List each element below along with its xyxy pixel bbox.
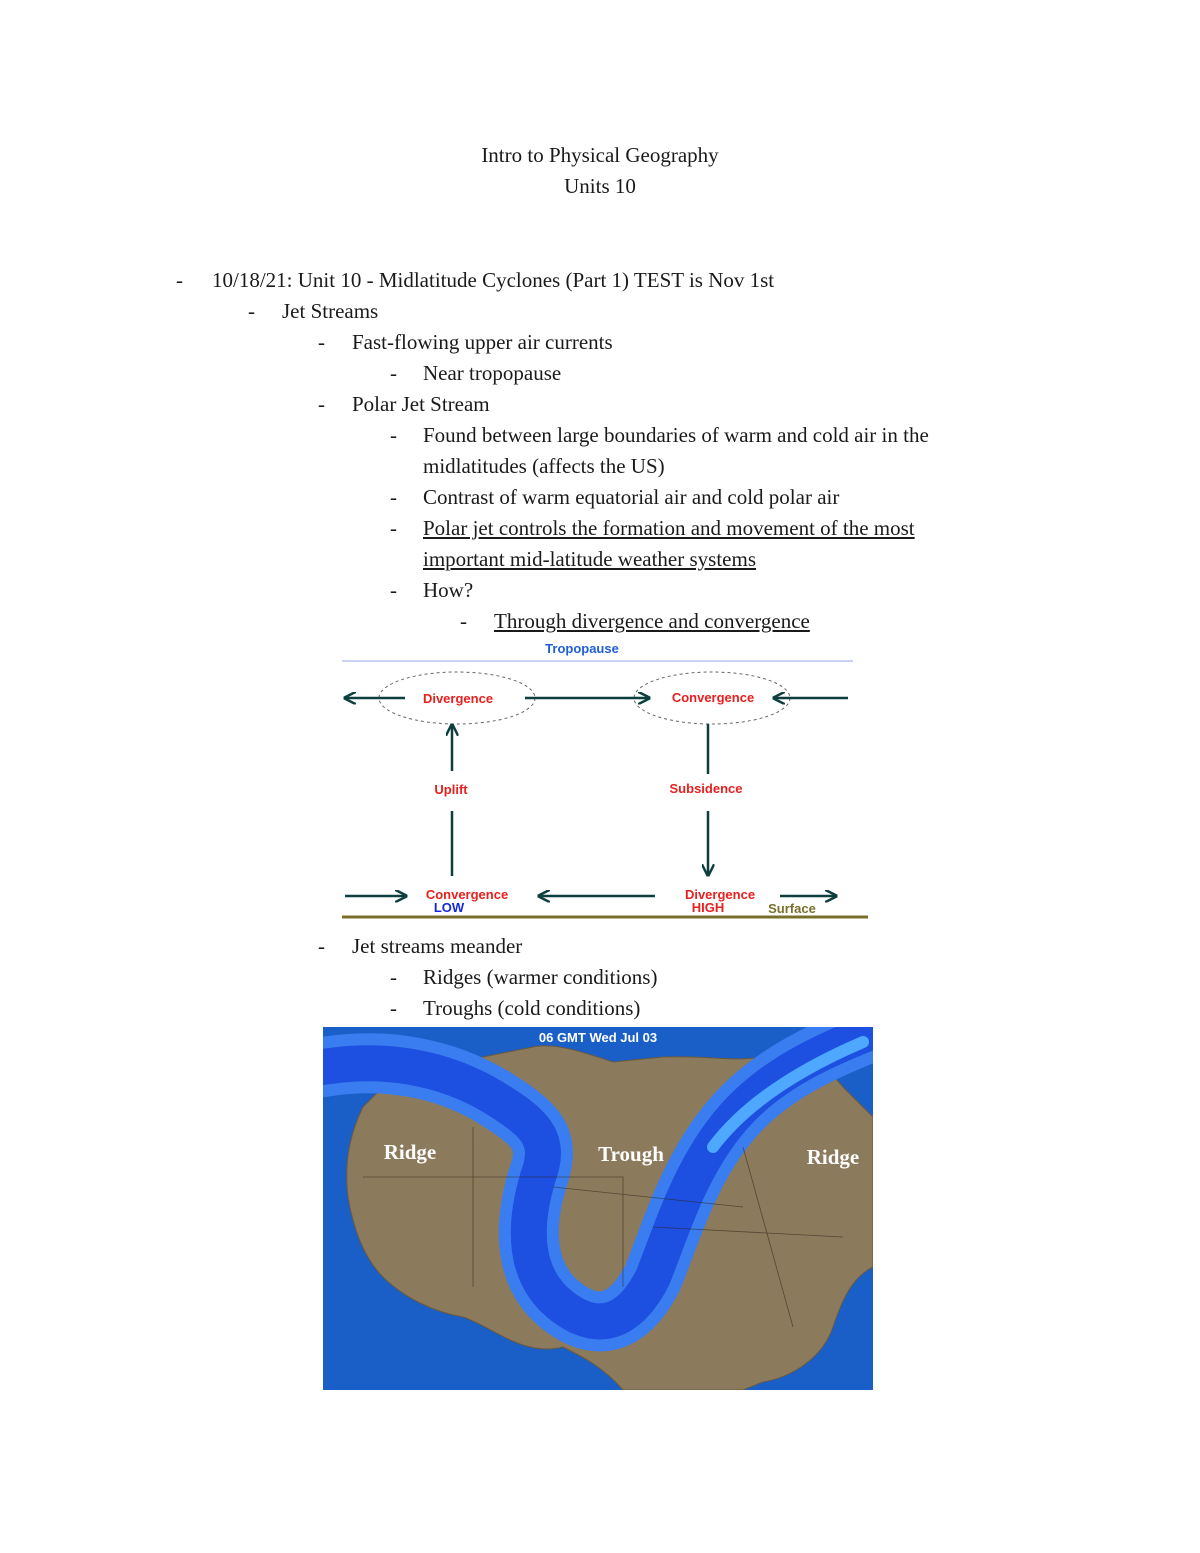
convergence-bottom-label: Convergence	[425, 887, 509, 902]
low-label: LOW	[433, 900, 465, 915]
bullet-dash: -	[390, 361, 397, 385]
jet-stream-map	[323, 1027, 873, 1390]
note-line-underlined: Polar jet controls the formation and movement of the most	[423, 516, 915, 540]
bullet-dash: -	[390, 485, 397, 509]
note-line: How?	[423, 578, 474, 602]
note-line-underlined: important mid-latitude weather systems	[423, 547, 757, 571]
note-line: 10/18/21: Unit 10 - Midlatitude Cyclones (Part 1) TEST is Nov 1st	[212, 268, 775, 292]
convergence-top-label: Convergence	[671, 690, 755, 705]
divergence-convergence-diagram	[330, 636, 880, 926]
note-line: Ridges (warmer conditions)	[423, 965, 658, 989]
bullet-dash: -	[460, 609, 467, 633]
divergence-bottom-label: Divergence	[684, 887, 756, 902]
note-line: Near tropopause	[423, 361, 562, 385]
note-line: Polar Jet Stream	[352, 392, 490, 416]
ridge-west-label: Ridge	[383, 1140, 437, 1164]
note-line: Troughs (cold conditions)	[423, 996, 641, 1020]
bullet-dash: -	[318, 330, 325, 354]
subsidence-label: Subsidence	[669, 781, 743, 796]
uplift-label: Uplift	[434, 782, 468, 797]
divergence-top-label: Divergence	[422, 691, 494, 706]
map-timestamp: 06 GMT Wed Jul 03	[538, 1030, 658, 1045]
note-line-underlined: Through divergence and convergence	[494, 609, 810, 633]
note-line: Jet Streams	[282, 299, 379, 323]
page-subtitle: Units 10	[564, 174, 636, 198]
bullet-dash: -	[390, 965, 397, 989]
note-line: Fast-flowing upper air currents	[352, 330, 613, 354]
note-line: Contrast of warm equatorial air and cold polar air	[423, 485, 840, 509]
ridge-east-label: Ridge	[806, 1145, 860, 1169]
bullet-dash: -	[248, 299, 255, 323]
trough-label: Trough	[598, 1142, 664, 1166]
bullet-dash: -	[390, 578, 397, 602]
bullet-dash: -	[318, 934, 325, 958]
bullet-dash: -	[390, 423, 397, 447]
bullet-dash: -	[390, 516, 397, 540]
note-line: midlatitudes (affects the US)	[423, 454, 665, 478]
page-title: Intro to Physical Geography	[481, 143, 719, 167]
bullet-dash: -	[390, 996, 397, 1020]
high-label: HIGH	[691, 900, 725, 915]
surface-label: Surface	[768, 901, 816, 916]
note-line: Found between large boundaries of warm and cold air in the	[423, 423, 929, 447]
tropopause-label: Tropopause	[545, 641, 619, 656]
bullet-dash: -	[318, 392, 325, 416]
note-line: Jet streams meander	[352, 934, 523, 958]
bullet-dash: -	[176, 268, 183, 292]
